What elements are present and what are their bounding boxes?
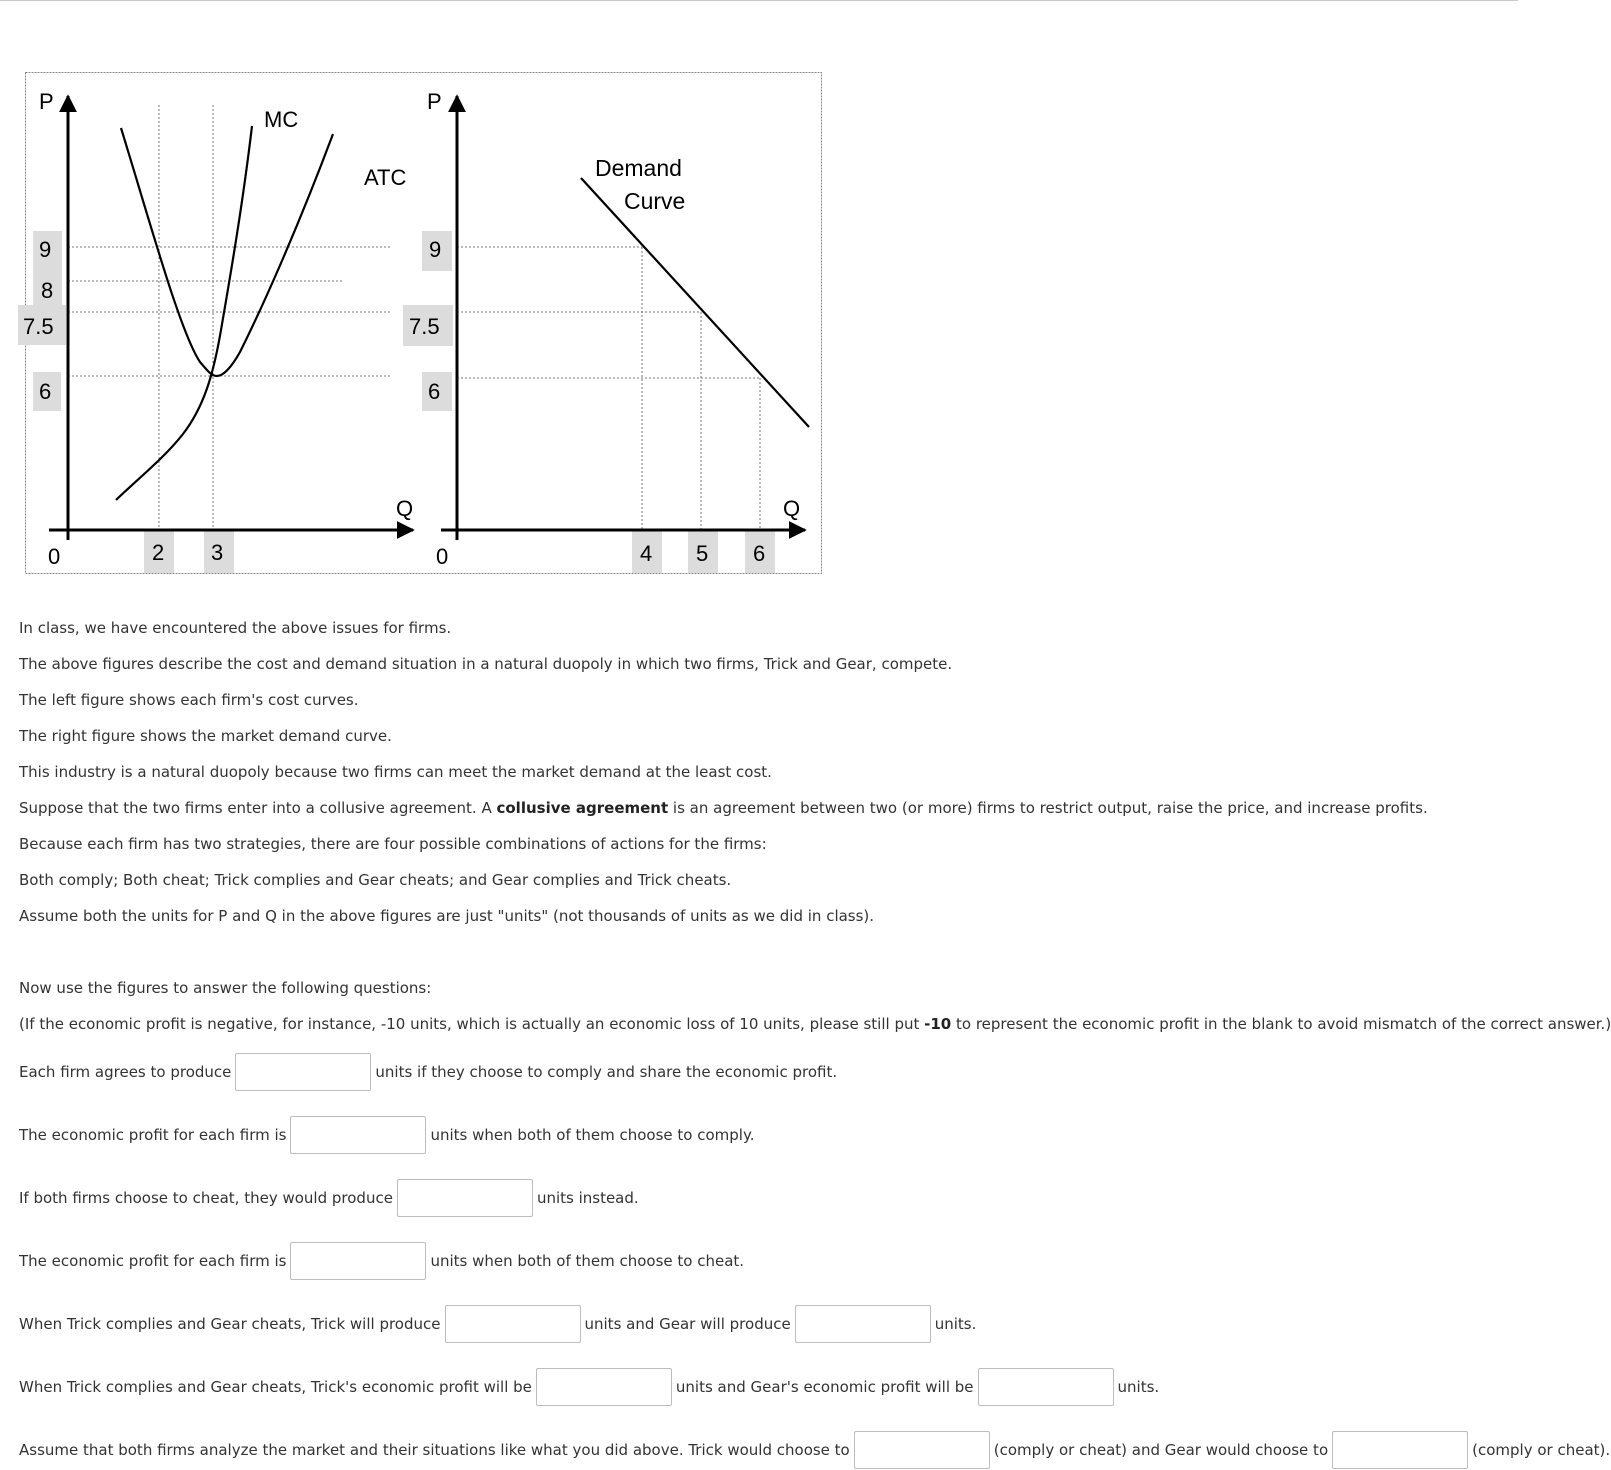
question-5 — [19, 1304, 976, 1344]
question-7 — [19, 1430, 1610, 1470]
x-tick-label-2-left: 2 — [152, 540, 165, 565]
question-1 — [19, 1052, 837, 1092]
q5-prompt: When Trick complies and Gear cheats, Trick will produce — [19, 1315, 441, 1333]
y-tick-label-6-left: 6 — [39, 379, 52, 404]
atc-label: ATC — [364, 165, 407, 190]
q5-suffix: units. — [934, 1315, 977, 1333]
x-tick-label-4-right: 4 — [640, 541, 653, 566]
origin-label-left: 0 — [48, 544, 61, 569]
q6-trick-profit-input[interactable] — [536, 1368, 672, 1406]
q4-profit-cheat-input[interactable] — [290, 1242, 426, 1280]
instructions-pre: (If the economic profit is negative, for instance, -10 units, which is actually an economic loss of 10 units, please still put — [19, 1015, 925, 1033]
q2-prompt: The economic profit for each firm is — [19, 1126, 287, 1144]
y-tick-label-6-right: 6 — [428, 379, 441, 404]
q6-gear-profit-input[interactable] — [978, 1368, 1114, 1406]
intro-line-4: The right figure shows the market demand curve. — [19, 727, 392, 745]
q6-middle: units and Gear's economic profit will be — [675, 1378, 974, 1396]
q5-middle: units and Gear will produce — [584, 1315, 791, 1333]
instructions-post: to represent the economic profit in the blank to avoid mismatch of the correct answer.) — [951, 1015, 1611, 1033]
intro-line-3: The left figure shows each firm's cost curves. — [19, 691, 359, 709]
intro-line-2: The above figures describe the cost and demand situation in a natural duopoly in which two firms, Trick and Gear, compete. — [19, 655, 953, 673]
y-tick-label-75-right: 7.5 — [409, 314, 440, 339]
q2-profit-comply-input[interactable] — [290, 1116, 426, 1154]
q3-suffix: units instead. — [536, 1189, 639, 1207]
intro2-line-1: Because each firm has two strategies, there are four possible combinations of actions for the firms: — [19, 835, 767, 853]
q2-suffix: units when both of them choose to comply. — [430, 1126, 755, 1144]
collusive-term: collusive agreement — [496, 799, 669, 817]
origin-label-right: 0 — [436, 544, 449, 569]
demand-label-line2: Curve — [624, 188, 686, 214]
question-3 — [19, 1178, 639, 1218]
y-axis-label-left: P — [39, 89, 54, 114]
q1-output-answer-input[interactable] — [235, 1053, 371, 1091]
q3-prompt: If both firms choose to cheat, they would produce — [19, 1189, 393, 1207]
q6-suffix: units. — [1117, 1378, 1160, 1396]
collusive-definition — [19, 798, 1428, 818]
intro-line-1: In class, we have encountered the above issues for firms. — [19, 619, 452, 637]
q7-suffix: (comply or cheat). — [1472, 1441, 1611, 1459]
q6-prompt: When Trick complies and Gear cheats, Trick's economic profit will be — [19, 1378, 532, 1396]
q3-output-cheat-input[interactable] — [397, 1179, 533, 1217]
x-axis-label-left: Q — [396, 496, 414, 521]
question-4 — [19, 1241, 744, 1281]
q7-trick-choice-input[interactable] — [854, 1431, 990, 1469]
q7-prompt: Assume that both firms analyze the market and their situations like what you did above. Trick would choose to — [19, 1441, 850, 1459]
collusive-post: is an agreement between two (or more) firms to restrict output, raise the price, and increase profits. — [668, 799, 1428, 817]
instructions-line-1: Now use the figures to answer the following questions: — [19, 979, 432, 997]
q4-prompt: The economic profit for each firm is — [19, 1252, 287, 1270]
instructions-line-2 — [19, 1014, 1611, 1034]
q7-middle: (comply or cheat) and Gear would choose to — [993, 1441, 1329, 1459]
x-axis-label-right: Q — [783, 496, 801, 521]
x-tick-label-6-right: 6 — [753, 541, 766, 566]
demand-label-line1: Demand — [595, 155, 682, 181]
q1-prompt: Each firm agrees to produce — [19, 1063, 232, 1081]
y-axis-label-right: P — [427, 89, 442, 114]
question-2 — [19, 1115, 754, 1155]
duopoly-figure — [25, 72, 823, 575]
y-tick-label-8-left: 8 — [41, 278, 54, 303]
mc-label: MC — [264, 107, 299, 132]
y-tick-label-9-right: 9 — [429, 237, 442, 262]
x-tick-label-3-left: 3 — [211, 540, 224, 565]
question-6 — [19, 1367, 1159, 1407]
q5-gear-output-input[interactable] — [795, 1305, 931, 1343]
q4-suffix: units when both of them choose to cheat. — [430, 1252, 745, 1270]
q7-gear-choice-input[interactable] — [1332, 1431, 1468, 1469]
intro2-line-3: Assume both the units for P and Q in the above figures are just "units" (not thousands of units as we did in class). — [19, 907, 875, 925]
q1-suffix: units if they choose to comply and share the economic profit. — [375, 1063, 838, 1081]
intro-line-5: This industry is a natural duopoly because two firms can meet the market demand at the least cost. — [19, 763, 772, 781]
intro2-line-2: Both comply; Both cheat; Trick complies and Gear cheats; and Gear complies and Trick cheats. — [19, 871, 732, 889]
q5-trick-output-input[interactable] — [445, 1305, 581, 1343]
top-divider — [0, 0, 1518, 1]
x-tick-label-5-right: 5 — [696, 541, 709, 566]
y-tick-label-9-left: 9 — [39, 237, 52, 262]
collusive-pre: Suppose that the two firms enter into a collusive agreement. A — [19, 799, 497, 817]
instructions-bold: -10 — [924, 1015, 952, 1033]
y-tick-label-75-left: 7.5 — [23, 314, 54, 339]
